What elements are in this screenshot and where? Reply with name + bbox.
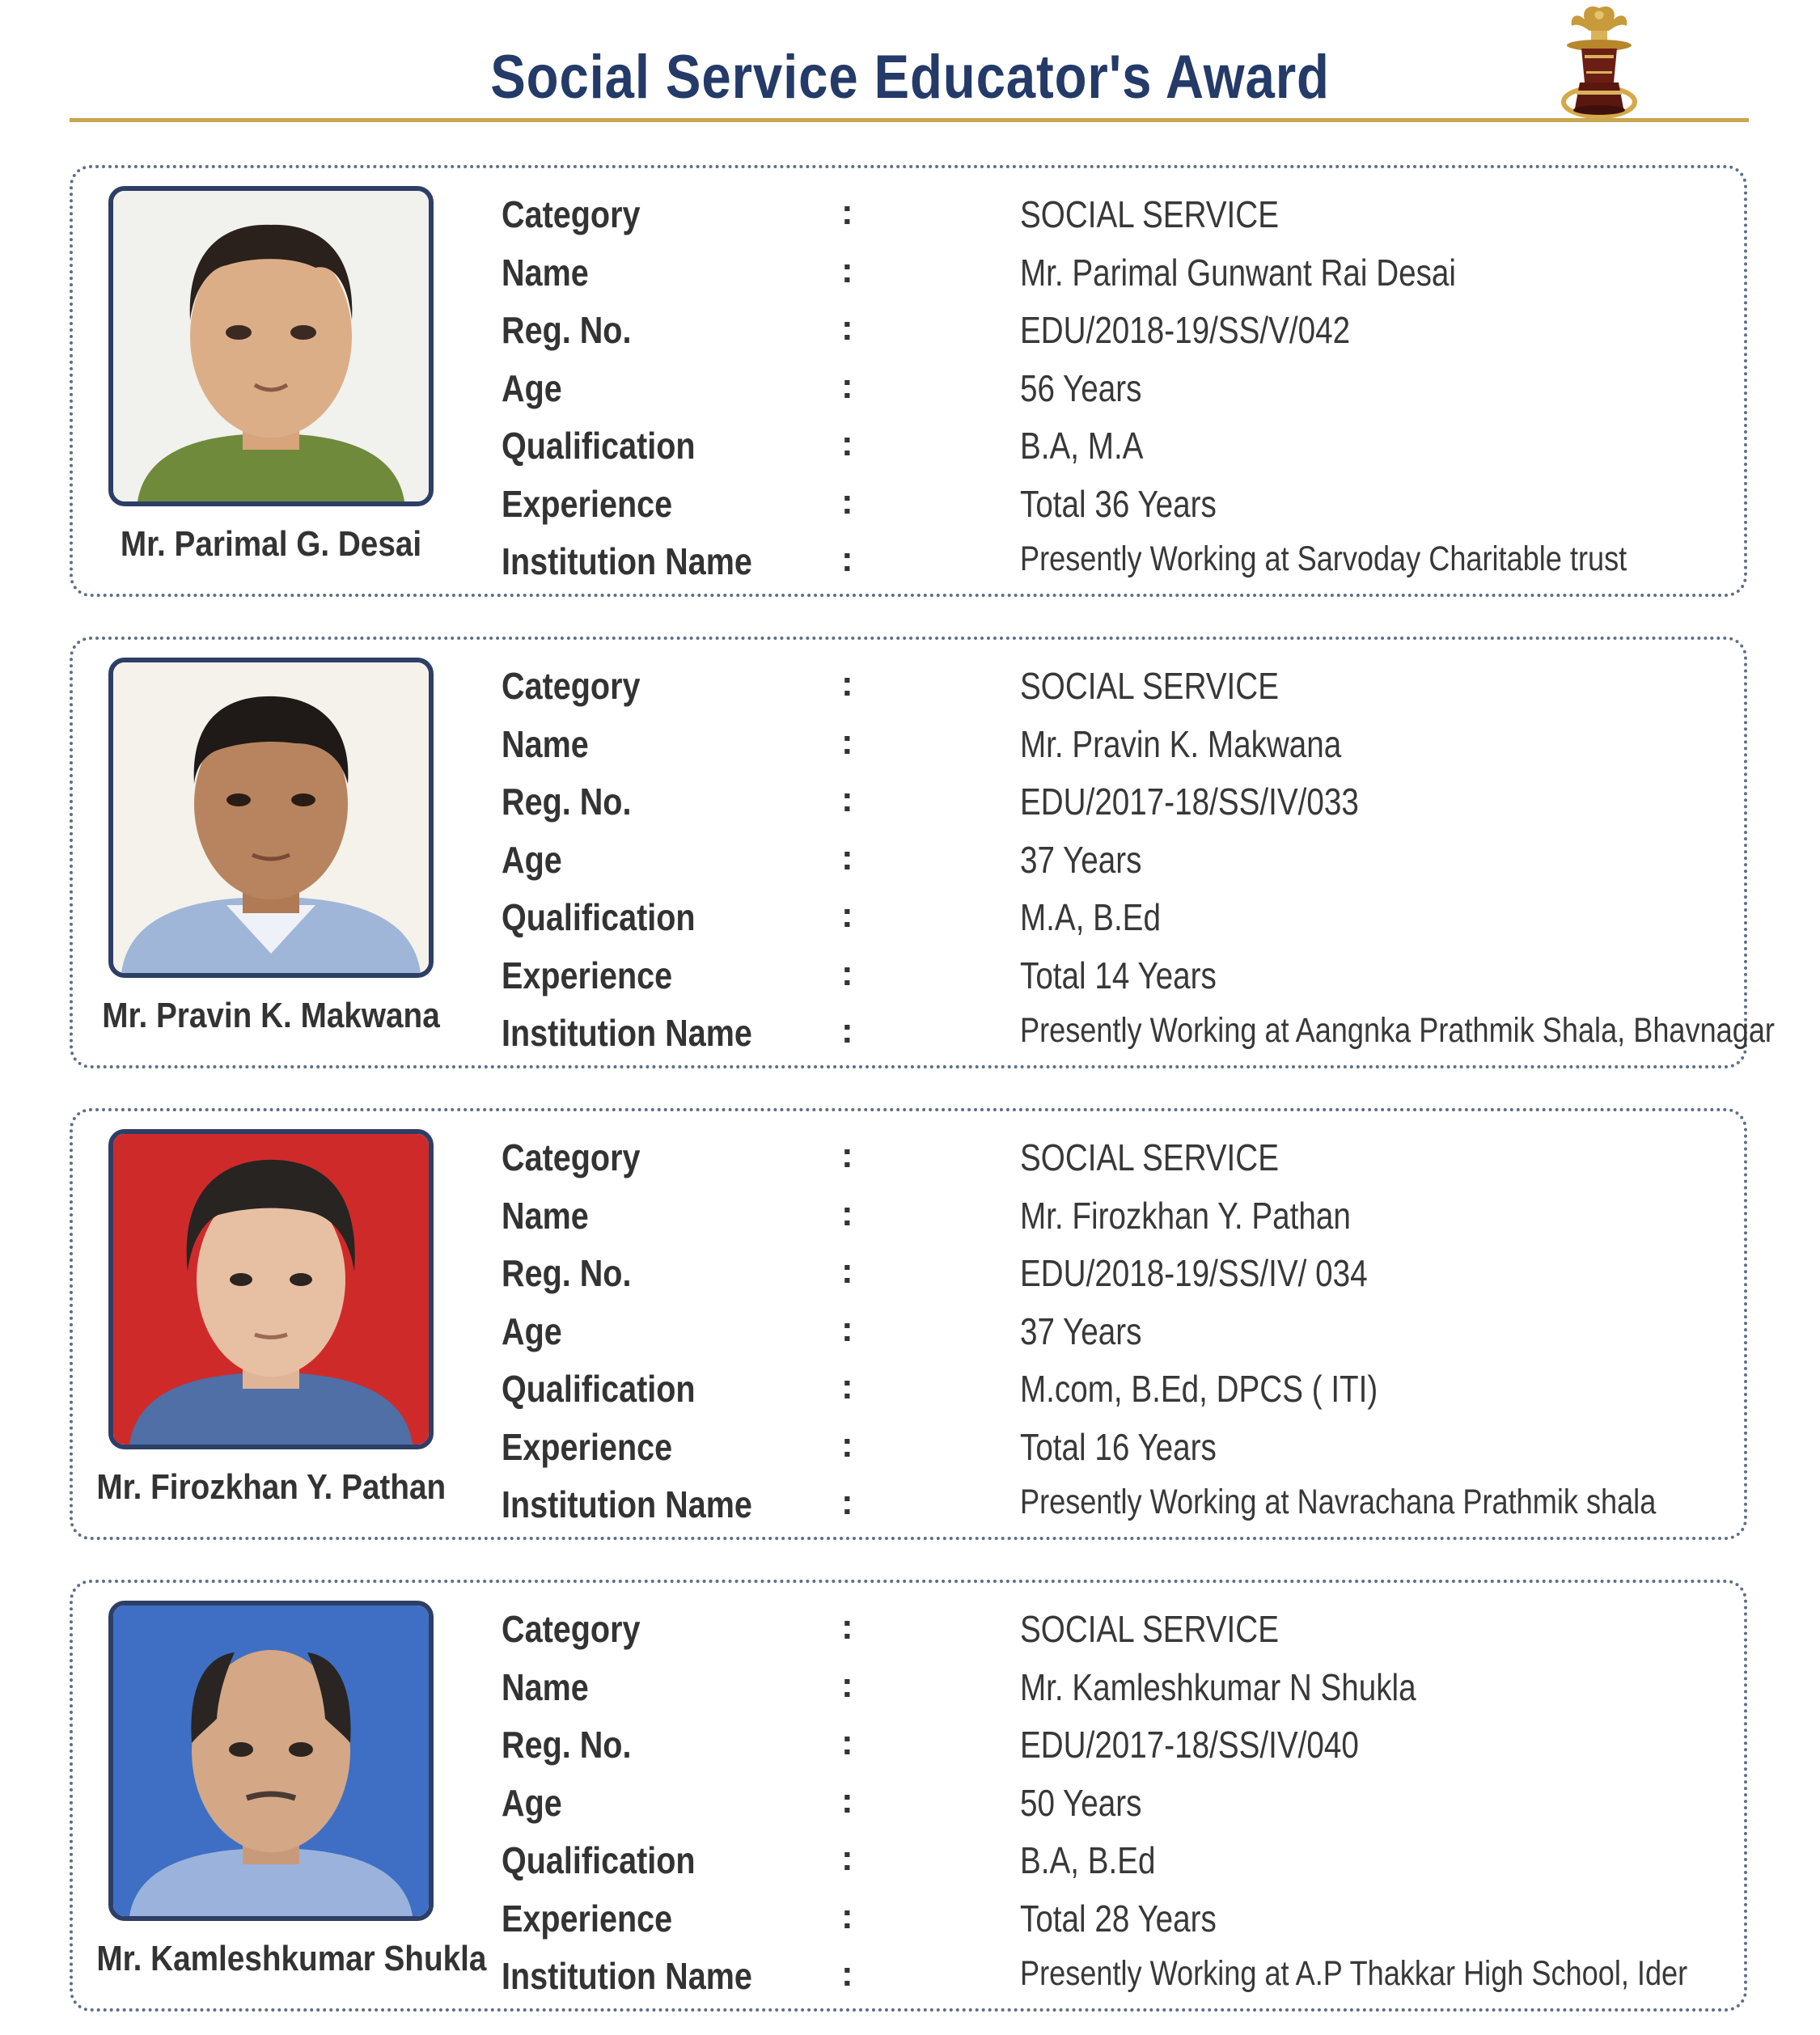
field-label: Qualification	[502, 896, 696, 938]
awardee-caption: Mr. Parimal G. Desai	[120, 524, 422, 564]
field-separator: :	[841, 1607, 853, 1647]
field-separator: :	[841, 1309, 853, 1349]
page-title: Social Service Educator's Award	[490, 43, 1330, 112]
page-header	[0, 0, 1820, 129]
field-reg-no	[502, 1718, 1731, 1776]
awardee-card	[70, 637, 1775, 1068]
field-separator: :	[841, 721, 853, 762]
field-category	[502, 1131, 1731, 1189]
field-label: Name	[502, 1665, 589, 1708]
field-value: 37 Years	[1020, 1309, 1142, 1352]
field-value: Presently Working at Aangnka Prathmik Shala, Bhavnagar	[1020, 1011, 1775, 1050]
field-value: 37 Years	[1020, 838, 1142, 881]
field-value: Presently Working at A.P Thakkar High School, Ider	[1020, 1954, 1688, 1993]
field-value: 50 Years	[1020, 1781, 1142, 1824]
awardee-details	[502, 1131, 1731, 1536]
field-value: EDU/2018-19/SS/IV/ 034	[1020, 1252, 1368, 1294]
field-separator: :	[841, 780, 853, 819]
field-value: M.A, B.Ed	[1020, 896, 1161, 938]
field-label: Reg. No.	[502, 781, 632, 823]
field-age	[502, 362, 1731, 420]
awardee-photo	[108, 186, 434, 506]
field-separator: :	[841, 308, 853, 348]
field-separator: :	[841, 1193, 853, 1233]
field-value: Total 16 Years	[1020, 1425, 1217, 1468]
field-label: Experience	[502, 1897, 673, 1940]
field-value: EDU/2017-18/SS/IV/033	[1020, 781, 1359, 823]
field-category	[502, 188, 1731, 246]
field-separator: :	[841, 837, 853, 878]
field-label: Experience	[502, 482, 673, 525]
field-separator: :	[841, 1424, 853, 1465]
awardee-details	[502, 188, 1731, 593]
field-qualification	[502, 1834, 1731, 1892]
field-qualification	[502, 891, 1731, 949]
field-name	[502, 246, 1731, 304]
field-reg-no	[502, 303, 1731, 362]
field-separator: :	[841, 192, 853, 232]
awardee-caption: Mr. Firozkhan Y. Pathan	[96, 1467, 447, 1507]
field-value: Mr. Parimal Gunwant Rai Desai	[1020, 251, 1457, 294]
field-value: Presently Working at Navrachana Prathmik shala	[1020, 1483, 1657, 1521]
field-reg-no	[502, 1246, 1731, 1305]
field-value: EDU/2018-19/SS/V/042	[1020, 309, 1351, 351]
field-qualification	[502, 1362, 1731, 1420]
field-separator: :	[841, 1367, 853, 1407]
field-institution	[502, 1478, 1731, 1536]
field-label: Reg. No.	[502, 1252, 632, 1294]
field-institution	[502, 1949, 1731, 2008]
field-separator: :	[841, 424, 853, 463]
field-separator: :	[841, 1838, 853, 1878]
awardee-photo	[108, 1129, 434, 1449]
field-separator: :	[841, 1954, 853, 1994]
field-name	[502, 1661, 1731, 1719]
field-value: SOCIAL SERVICE	[1020, 1136, 1279, 1178]
awardee-card	[70, 165, 1747, 597]
field-label: Age	[502, 838, 562, 881]
field-label: Reg. No.	[502, 1724, 632, 1766]
field-value: B.A, B.Ed	[1020, 1839, 1156, 1881]
field-category	[502, 659, 1731, 717]
field-experience	[502, 1420, 1731, 1479]
field-name	[502, 717, 1731, 776]
field-separator: :	[841, 250, 853, 290]
field-label: Category	[502, 1608, 641, 1650]
field-label: Experience	[502, 1425, 673, 1468]
field-value: Mr. Kamleshkumar N Shukla	[1020, 1665, 1416, 1708]
awardee-details	[502, 659, 1775, 1064]
title-underline	[70, 118, 1749, 122]
field-institution	[502, 535, 1731, 593]
field-value: SOCIAL SERVICE	[1020, 193, 1279, 235]
field-separator: :	[841, 1251, 853, 1291]
awardee-caption: Mr. Kamleshkumar Shukla	[96, 1939, 487, 1978]
field-label: Age	[502, 1309, 562, 1352]
awardee-photo	[108, 658, 434, 978]
field-label: Category	[502, 665, 641, 707]
field-label: Name	[502, 722, 589, 765]
field-age	[502, 1305, 1731, 1363]
field-value: B.A, M.A	[1020, 425, 1144, 467]
field-label: Qualification	[502, 1368, 696, 1410]
field-separator: :	[841, 664, 853, 704]
field-separator: :	[841, 1665, 853, 1705]
field-label: Age	[502, 1781, 562, 1824]
field-separator: :	[841, 1011, 853, 1051]
field-institution	[502, 1006, 1775, 1064]
field-separator: :	[841, 895, 853, 935]
field-label: Category	[502, 193, 641, 235]
field-label: Institution Name	[502, 1955, 752, 1997]
field-value: Total 28 Years	[1020, 1897, 1217, 1940]
awardee-card	[70, 1580, 1747, 2012]
field-experience	[502, 949, 1731, 1007]
field-label: Institution Name	[502, 540, 752, 582]
field-value: 56 Years	[1020, 366, 1142, 409]
field-value: Total 14 Years	[1020, 954, 1217, 996]
field-experience	[502, 477, 1731, 535]
field-reg-no	[502, 775, 1731, 833]
field-label: Experience	[502, 954, 673, 996]
trophy-icon	[1557, 2, 1641, 123]
field-value: EDU/2017-18/SS/IV/040	[1020, 1724, 1359, 1766]
field-separator: :	[841, 481, 853, 522]
field-name	[502, 1189, 1731, 1247]
field-label: Name	[502, 251, 589, 294]
field-separator: :	[841, 539, 853, 579]
field-separator: :	[841, 1136, 853, 1175]
awardee-photo	[108, 1601, 434, 1921]
field-value: Mr. Firozkhan Y. Pathan	[1020, 1194, 1351, 1237]
field-label: Qualification	[502, 425, 696, 467]
field-separator: :	[841, 366, 853, 406]
field-value: Total 36 Years	[1020, 482, 1217, 525]
field-label: Name	[502, 1194, 589, 1237]
field-value: M.com, B.Ed, DPCS ( ITI)	[1020, 1368, 1378, 1410]
field-label: Reg. No.	[502, 309, 632, 351]
field-separator: :	[841, 1896, 853, 1936]
field-label: Institution Name	[502, 1012, 752, 1054]
field-value: Presently Working at Sarvoday Charitable trust	[1020, 539, 1627, 578]
field-value: Mr. Pravin K. Makwana	[1020, 722, 1342, 765]
field-category	[502, 1602, 1731, 1661]
field-age	[502, 833, 1731, 891]
awardee-card	[70, 1108, 1747, 1540]
field-value: SOCIAL SERVICE	[1020, 665, 1279, 707]
field-separator: :	[841, 953, 853, 993]
field-separator: :	[841, 1483, 853, 1522]
field-separator: :	[841, 1723, 853, 1762]
field-separator: :	[841, 1780, 853, 1821]
field-value: SOCIAL SERVICE	[1020, 1608, 1279, 1650]
awardee-caption: Mr. Pravin K. Makwana	[102, 996, 440, 1035]
field-age	[502, 1776, 1731, 1834]
field-label: Category	[502, 1136, 641, 1178]
field-label: Age	[502, 366, 562, 409]
field-experience	[502, 1892, 1731, 1950]
field-label: Qualification	[502, 1839, 696, 1881]
field-label: Institution Name	[502, 1483, 752, 1525]
field-qualification	[502, 419, 1731, 477]
awardee-details	[502, 1602, 1731, 2008]
